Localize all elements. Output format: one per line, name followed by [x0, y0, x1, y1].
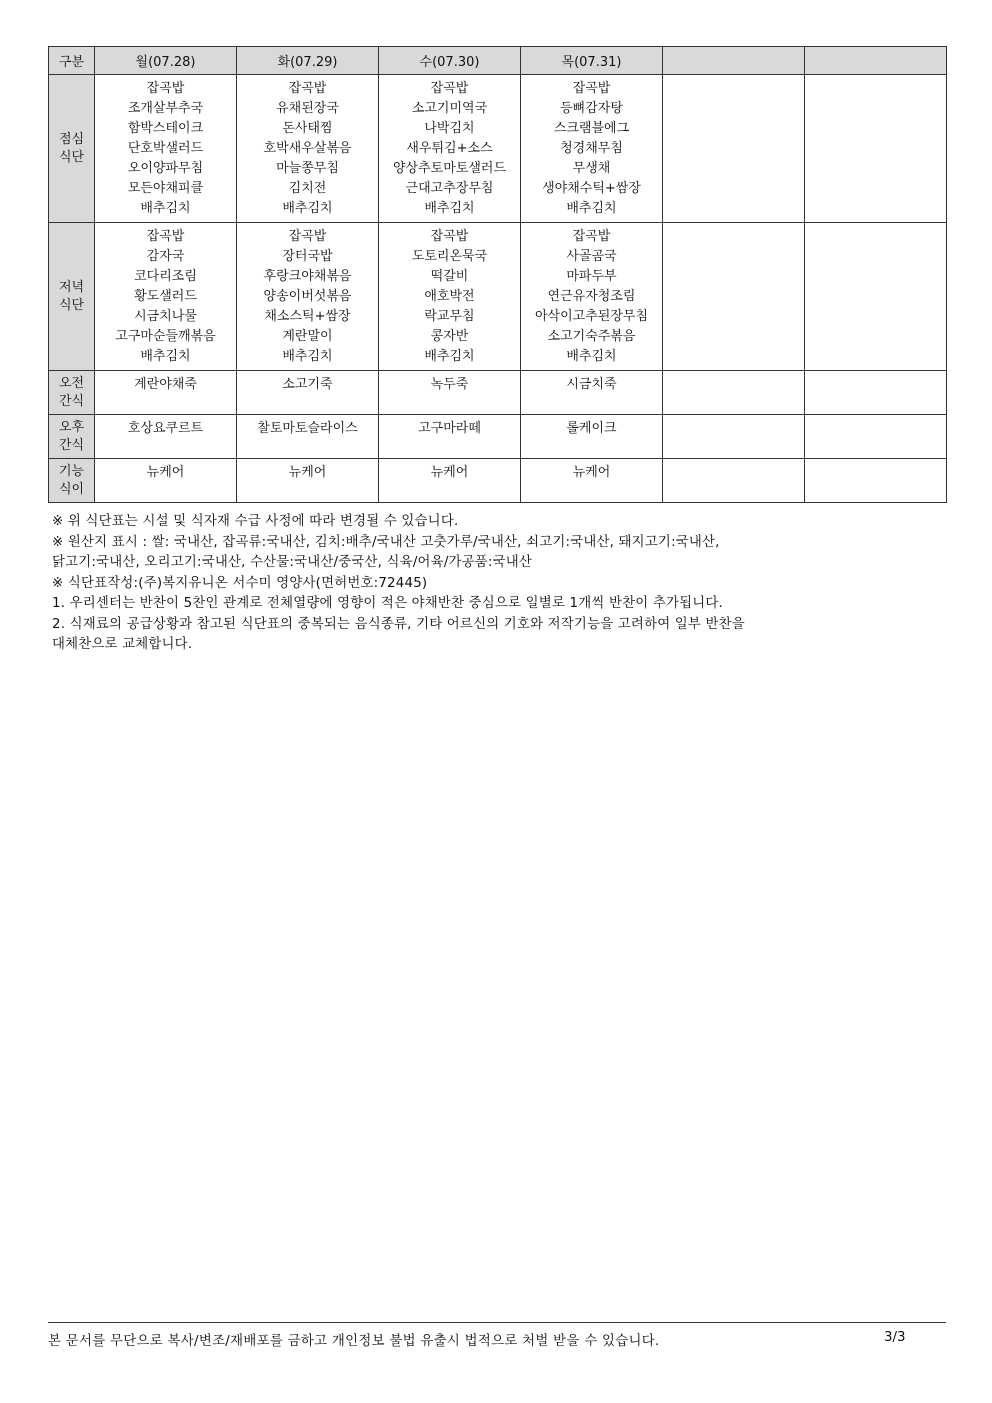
snack-cell [663, 371, 805, 415]
meal-plan-table [48, 46, 947, 503]
menu-item: 김치전 [288, 181, 327, 196]
note-change: ※ 위 식단표는 시설 및 식자재 수급 사정에 따라 변경될 수 있습니다. [52, 514, 459, 529]
menu-item: 새우튀김+소스 [406, 141, 493, 156]
notes-section [52, 512, 932, 656]
menu-item: 청경채무침 [560, 141, 623, 156]
snack-row [49, 371, 947, 415]
snack-cell [663, 415, 805, 459]
menu-item: 계란말이 [282, 329, 333, 344]
menu-item: 함박스테이크 [127, 121, 204, 136]
day-header: 화(07.29) [237, 47, 379, 75]
day-header: 목(07.31) [521, 47, 663, 75]
menu-item: 잡곡밥 [146, 81, 185, 96]
note-origin: ※ 원산지 표시 : 쌀: 국내산, 잡곡류:국내산, 김치:배추/국내산 고춧가루/국내산, 쇠고기:국내산, 돼지고기:국내산, [52, 534, 720, 550]
snack-cell [805, 415, 947, 459]
menu-item: 근대고추장무침 [405, 181, 494, 196]
row-label-line: 간식 [58, 437, 85, 453]
menu-item: 스크램블에그 [553, 121, 630, 136]
meal-cell [95, 223, 237, 371]
menu-item: 사골곰국 [566, 249, 617, 264]
menu-item: 락교무침 [424, 309, 475, 324]
row-label-line: 오후 [58, 419, 85, 435]
menu-item: 조개살부추국 [127, 101, 204, 116]
day-header: 월(07.28) [95, 47, 237, 75]
menu-item: 오이양파무침 [127, 161, 204, 176]
menu-item: 잡곡밥 [288, 229, 327, 244]
snack-cell [805, 371, 947, 415]
meal-cell [663, 223, 805, 371]
row-label-line: 식단 [58, 149, 85, 165]
menu-item: 등뼈감자탕 [560, 101, 623, 116]
menu-item: 코다리조림 [134, 269, 197, 284]
row-label [49, 75, 95, 223]
row-label-line: 오전 [58, 375, 85, 391]
row-label [49, 459, 95, 503]
menu-item: 생야채수틱+쌈장 [542, 181, 641, 196]
snack-cell: 뉴케어 [237, 459, 379, 503]
snack-cell: 롤케이크 [521, 415, 663, 459]
row-label-line: 저녁 [58, 279, 85, 295]
menu-item: 감자국 [146, 249, 185, 264]
menu-item: 모든야채피클 [127, 181, 204, 196]
row-label-line: 간식 [58, 393, 85, 409]
meal-cell [663, 75, 805, 223]
menu-item: 마파두부 [566, 269, 617, 284]
meal-row [49, 223, 947, 371]
meal-cell [237, 75, 379, 223]
footer-copyright: 본 문서를 무단으로 복사/변조/재배포를 금하고 개인정보 불법 유출시 법적으로 처벌 받을 수 있습니다. [48, 1334, 660, 1349]
note-origin-cont: 닭고기:국내산, 오리고기:국내산, 수산물:국내산/중국산, 식육/어육/가공품:국내산 [52, 555, 533, 570]
menu-item: 도토리온묵국 [411, 249, 488, 264]
header-row [49, 47, 947, 75]
snack-cell: 소고기죽 [237, 371, 379, 415]
snack-cell: 찰토마토슬라이스 [237, 415, 379, 459]
meal-cell [521, 223, 663, 371]
menu-item: 연근유자청조림 [547, 289, 636, 304]
menu-item: 잡곡밥 [288, 81, 327, 96]
menu-item: 배추김치 [424, 349, 475, 364]
footer-divider [48, 1322, 946, 1323]
menu-item: 단호박샐러드 [127, 141, 204, 156]
snack-row [49, 415, 947, 459]
snack-row [49, 459, 947, 503]
day-header [663, 47, 805, 75]
menu-item: 떡갈비 [430, 269, 469, 284]
note-substitute: 2. 식재료의 공급상황과 참고된 식단표의 중복되는 음식종류, 기타 어르신의 기호와 저작기능을 고려하여 일부 반찬을 [52, 616, 745, 632]
row-label [49, 415, 95, 459]
menu-item: 배추김치 [566, 349, 617, 364]
menu-item: 채소스틱+쌈장 [264, 309, 351, 324]
menu-item: 잡곡밥 [430, 229, 469, 244]
snack-cell: 뉴케어 [379, 459, 521, 503]
menu-item: 황도샐러드 [134, 289, 197, 304]
menu-item: 잡곡밥 [430, 81, 469, 96]
row-label [49, 371, 95, 415]
menu-item: 마늘쫑무침 [276, 161, 339, 176]
meal-cell [379, 75, 521, 223]
menu-item: 양상추토마토샐러드 [392, 161, 507, 176]
menu-item: 잡곡밥 [146, 229, 185, 244]
day-header [805, 47, 947, 75]
menu-item: 배추김치 [140, 201, 191, 216]
note-substitute-cont: 대체찬으로 교체합니다. [52, 637, 193, 652]
snack-cell: 뉴케어 [521, 459, 663, 503]
page-number: 3/3 [884, 1330, 906, 1345]
menu-item: 후랑크야채볶음 [263, 269, 352, 284]
menu-item: 시금치나물 [134, 309, 197, 324]
snack-cell: 호상요쿠르트 [95, 415, 237, 459]
row-label-line: 기능 [58, 463, 85, 479]
menu-item: 콩자반 [430, 329, 469, 344]
meal-cell [237, 223, 379, 371]
menu-item: 배추김치 [424, 201, 475, 216]
meal-cell [95, 75, 237, 223]
meal-cell [805, 223, 947, 371]
snack-cell [663, 459, 805, 503]
meal-cell [521, 75, 663, 223]
note-extra-dish: 1. 우리센터는 반찬이 5찬인 관계로 전체열량에 영향이 적은 야채반찬 중심으로 일별로 1개씩 반찬이 추가됩니다. [52, 596, 723, 611]
menu-item: 유채된장국 [276, 101, 339, 116]
menu-item: 배추김치 [140, 349, 191, 364]
row-label-line: 점심 [58, 131, 85, 147]
day-header: 수(07.30) [379, 47, 521, 75]
menu-item: 아삭이고추된장무침 [534, 309, 649, 324]
header-corner: 구분 [49, 47, 95, 75]
snack-cell: 시금치죽 [521, 371, 663, 415]
menu-item: 무생채 [572, 161, 611, 176]
row-label-line: 식단 [58, 297, 85, 313]
menu-item: 호박새우살볶음 [263, 141, 352, 156]
menu-item: 소고기숙주볶음 [547, 329, 636, 344]
menu-item: 배추김치 [282, 201, 333, 216]
menu-item: 애호박전 [424, 289, 475, 304]
meal-row [49, 75, 947, 223]
row-label-line: 식이 [58, 481, 85, 497]
menu-item: 나박김치 [424, 121, 475, 136]
snack-cell [805, 459, 947, 503]
menu-item: 돈사태찜 [282, 121, 333, 136]
meal-cell [379, 223, 521, 371]
meal-cell [805, 75, 947, 223]
menu-item: 배추김치 [282, 349, 333, 364]
row-label [49, 223, 95, 371]
snack-cell: 뉴케어 [95, 459, 237, 503]
menu-item: 고구마순들깨볶음 [115, 329, 216, 344]
menu-item: 소고기미역국 [411, 101, 488, 116]
menu-item: 양송이버섯볶음 [263, 289, 352, 304]
menu-item: 장터국밥 [282, 249, 333, 264]
snack-cell: 녹두죽 [379, 371, 521, 415]
note-author: ※ 식단표작성:(주)복지유니온 서수미 영양사(면허번호:72445) [52, 575, 428, 591]
menu-item: 잡곡밥 [572, 229, 611, 244]
snack-cell: 고구마라떼 [379, 415, 521, 459]
snack-cell: 계란야채죽 [95, 371, 237, 415]
menu-item: 잡곡밥 [572, 81, 611, 96]
menu-item: 배추김치 [566, 201, 617, 216]
